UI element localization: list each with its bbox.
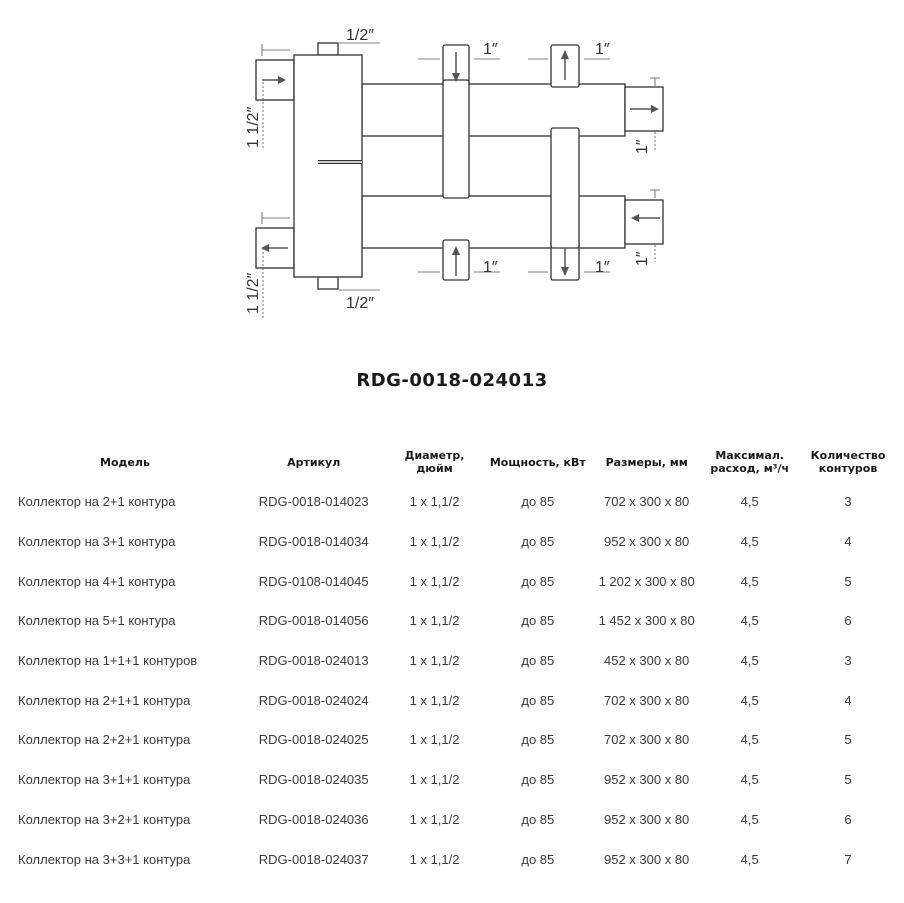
header-power: Мощность, кВт	[489, 455, 586, 469]
upper-pipe	[362, 84, 625, 136]
cell-flow: 4,5	[740, 573, 759, 589]
cell-diameter: 1 x 1,1/2	[409, 851, 460, 867]
table-header-row	[8, 442, 898, 482]
cell-count: 4	[844, 692, 852, 708]
cell-power: до 85	[521, 772, 555, 788]
header-count: Количество контуров	[810, 449, 886, 475]
cell-power: до 85	[521, 851, 555, 867]
cell-model: Коллектор на 3+1 контура	[18, 534, 176, 550]
cell-diameter: 1 x 1,1/2	[409, 573, 460, 589]
lower-pipe	[362, 196, 625, 248]
cell-model: Коллектор на 3+2+1 контура	[18, 811, 191, 827]
collector-schematic	[0, 0, 904, 340]
cell-article: RDG-0018-014056	[258, 613, 369, 629]
table-row	[8, 482, 898, 522]
cell-size: 952 x 300 x 80	[604, 811, 690, 827]
bottom-fitting	[318, 277, 338, 289]
dim-half-inch-top: 1/2″	[346, 27, 374, 44]
header-article: Артикул	[287, 455, 341, 469]
dim-one-inch: 1″	[483, 41, 498, 58]
cell-size: 1 202 x 300 x 80	[598, 573, 695, 589]
cell-diameter: 1 x 1,1/2	[409, 653, 460, 669]
dim-one-inch: 1″	[595, 259, 610, 276]
cell-article: RDG-0018-024036	[258, 811, 369, 827]
cell-diameter: 1 x 1,1/2	[409, 772, 460, 788]
cell-model: Коллектор на 3+1+1 контура	[18, 772, 191, 788]
cell-model: Коллектор на 4+1 контура	[18, 573, 176, 589]
cell-flow: 4,5	[740, 534, 759, 550]
cell-size: 702 x 300 x 80	[604, 494, 690, 510]
cell-count: 5	[844, 732, 852, 748]
table-row	[8, 720, 898, 760]
table-row	[8, 800, 898, 840]
table-row	[8, 561, 898, 601]
cell-article: RDG-0018-024013	[258, 653, 369, 669]
cell-flow: 4,5	[740, 494, 759, 510]
cell-size: 702 x 300 x 80	[604, 732, 690, 748]
dim-one-inch: 1″	[595, 41, 610, 58]
cell-count: 6	[844, 811, 852, 827]
cell-model: Коллектор на 3+3+1 контура	[18, 851, 191, 867]
cell-article: RDG-0018-014034	[258, 534, 369, 550]
cell-size: 952 x 300 x 80	[604, 534, 690, 550]
cell-article: RDG-0018-024037	[258, 851, 369, 867]
table-row	[8, 839, 898, 879]
cell-count: 3	[844, 653, 852, 669]
model-title: RDG-0018-024013	[356, 370, 548, 391]
cell-size: 452 x 300 x 80	[604, 653, 690, 669]
cell-article: RDG-0108-014045	[258, 573, 369, 589]
header-flow: Максимал. расход, м³/ч	[710, 449, 790, 475]
cell-diameter: 1 x 1,1/2	[409, 534, 460, 550]
cell-flow: 4,5	[740, 772, 759, 788]
header-model: Модель	[100, 455, 150, 469]
cell-diameter: 1 x 1,1/2	[409, 811, 460, 827]
dim-one-and-half-upper: 1 1/2″	[245, 106, 262, 148]
cell-power: до 85	[521, 653, 555, 669]
cell-diameter: 1 x 1,1/2	[409, 732, 460, 748]
cell-flow: 4,5	[740, 851, 759, 867]
cell-size: 952 x 300 x 80	[604, 772, 690, 788]
cell-model: Коллектор на 5+1 контура	[18, 613, 176, 629]
header-diameter: Диаметр, дюйм	[404, 449, 465, 475]
cell-count: 7	[844, 851, 852, 867]
table-row	[8, 641, 898, 681]
cell-flow: 4,5	[740, 653, 759, 669]
table-row	[8, 601, 898, 641]
cell-model: Коллектор на 2+2+1 контура	[18, 732, 191, 748]
cell-article: RDG-0018-024024	[258, 692, 369, 708]
cell-count: 5	[844, 772, 852, 788]
cell-size: 952 x 300 x 80	[604, 851, 690, 867]
cell-power: до 85	[521, 494, 555, 510]
cell-model: Коллектор на 2+1+1 контура	[18, 692, 191, 708]
dim-one-and-half-lower: 1 1/2″	[245, 272, 262, 314]
cell-power: до 85	[521, 534, 555, 550]
cell-power: до 85	[521, 613, 555, 629]
cell-diameter: 1 x 1,1/2	[409, 494, 460, 510]
cell-count: 3	[844, 494, 852, 510]
cell-count: 6	[844, 613, 852, 629]
cell-power: до 85	[521, 573, 555, 589]
table-row	[8, 760, 898, 800]
cell-flow: 4,5	[740, 692, 759, 708]
cell-article: RDG-0018-014023	[258, 494, 369, 510]
cell-diameter: 1 x 1,1/2	[409, 692, 460, 708]
cell-model: Коллектор на 1+1+1 контуров	[18, 653, 198, 669]
cell-diameter: 1 x 1,1/2	[409, 613, 460, 629]
dim-half-inch-bottom: 1/2″	[346, 295, 374, 312]
dim-one-inch-vertical: 1″	[634, 139, 651, 154]
cell-model: Коллектор на 2+1 контура	[18, 494, 176, 510]
pipe-1-vertical	[443, 80, 469, 198]
cell-power: до 85	[521, 811, 555, 827]
table-row	[8, 680, 898, 720]
dim-one-inch-vertical: 1″	[634, 251, 651, 266]
cell-article: RDG-0018-024035	[258, 772, 369, 788]
cell-count: 5	[844, 573, 852, 589]
cell-article: RDG-0018-024025	[258, 732, 369, 748]
cell-flow: 4,5	[740, 613, 759, 629]
separator-body	[294, 55, 362, 277]
top-fitting	[318, 43, 338, 55]
cell-count: 4	[844, 534, 852, 550]
right-lower-port	[625, 200, 663, 244]
cell-size: 702 x 300 x 80	[604, 692, 690, 708]
cell-flow: 4,5	[740, 732, 759, 748]
dim-one-inch: 1″	[483, 259, 498, 276]
cell-power: до 85	[521, 732, 555, 748]
header-size: Размеры, мм	[605, 455, 688, 469]
spec-table	[8, 442, 898, 879]
cell-power: до 85	[521, 692, 555, 708]
cell-size: 1 452 x 300 x 80	[598, 613, 695, 629]
table-row	[8, 522, 898, 562]
pipe-2-vertical	[551, 128, 579, 248]
cell-flow: 4,5	[740, 811, 759, 827]
